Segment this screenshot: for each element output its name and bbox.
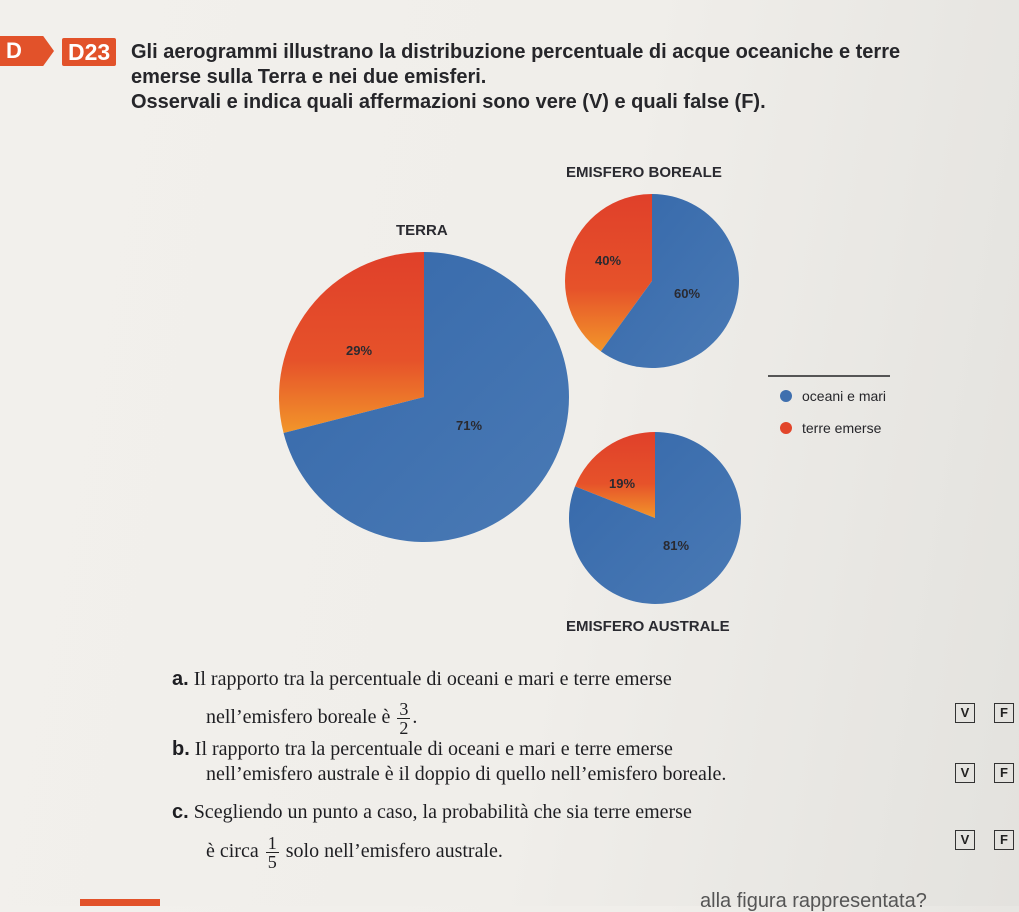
question-c-text1: Scegliendo un punto a caso, la probabilità che sia terre emerse [193,801,692,823]
question-b-true-box[interactable]: V [955,763,975,783]
fraction-numerator: 1 [267,833,277,853]
chart-title-terra: TERRA [396,222,448,239]
fraction-denominator: 5 [267,852,277,872]
legend-divider [768,375,890,377]
intro-line-3: Osservali e indica quali affermazioni sono vere (V) e quali false (F). [131,91,766,113]
question-a-text2: nell’emisfero boreale è [206,706,391,729]
pie-terra [279,252,569,542]
slice-label-terra-land: 29% [346,343,373,358]
slice-label-terra-ocean: 71% [456,418,483,433]
exercise-badge: D23 [62,38,116,66]
question-b-false-box[interactable]: F [994,763,1014,783]
slice-label-boreale-land: 40% [595,253,622,268]
slice-label-australe-ocean: 81% [663,538,690,553]
legend-item-ocean [780,388,886,404]
legend-land-label: terre emerse [802,420,882,436]
pie-emisfero-australe [569,432,741,604]
slice-label-boreale-ocean: 60% [674,286,701,301]
intro-line-1: Gli aerogrammi illustrano la distribuzione percentuale di acque oceaniche e terre [131,41,901,63]
pie-emisfero-boreale [565,194,739,368]
slice-label-australe-land: 19% [609,476,636,491]
question-c-text2: è circa [206,840,259,863]
question-c-false-box[interactable]: F [994,830,1014,850]
footer-partial-text: alla figura rappresentata? [700,890,927,912]
legend-ocean-dot [780,390,792,402]
legend-ocean-label: oceani e mari [802,388,887,404]
question-a-true-box[interactable]: V [955,703,975,723]
question-a-text3: . [412,706,418,729]
question-b-line1 [172,736,673,762]
chart-title-boreale: EMISFERO BOREALE [566,164,722,181]
question-a-line2 [206,700,417,737]
question-b-text1: Il rapporto tra la percentuale di oceani e mari e terre emerse [194,738,673,760]
question-c-text3: solo nell’emisfero australe. [285,840,503,863]
question-b-letter: b. [172,738,190,760]
question-c-line2 [206,834,503,871]
next-exercise-badge-partial [80,899,160,906]
question-a-false-box[interactable]: F [994,703,1014,723]
intro-line-2: emerse sulla Terra e nei due emisferi. [131,66,487,88]
question-b-line2: nell’emisfero australe è il doppio di quello nell’emisfero boreale. [206,763,727,785]
legend-land-dot [780,422,792,434]
question-a-line1 [172,666,672,692]
question-c-line1 [172,799,692,825]
legend-item-land [780,420,881,436]
fraction-denominator: 2 [399,718,409,738]
question-c-letter: c. [172,801,189,823]
question-a-letter: a. [172,668,189,690]
section-letter: D [6,38,22,63]
chart-title-australe: EMISFERO AUSTRALE [566,618,730,635]
question-c-true-box[interactable]: V [955,830,975,850]
question-a-text1: Il rapporto tra la percentuale di oceani e mari e terre emerse [193,668,672,690]
fraction-numerator: 3 [399,699,409,719]
fraction-one-fifth [266,834,279,871]
fraction-three-halves [397,700,410,737]
